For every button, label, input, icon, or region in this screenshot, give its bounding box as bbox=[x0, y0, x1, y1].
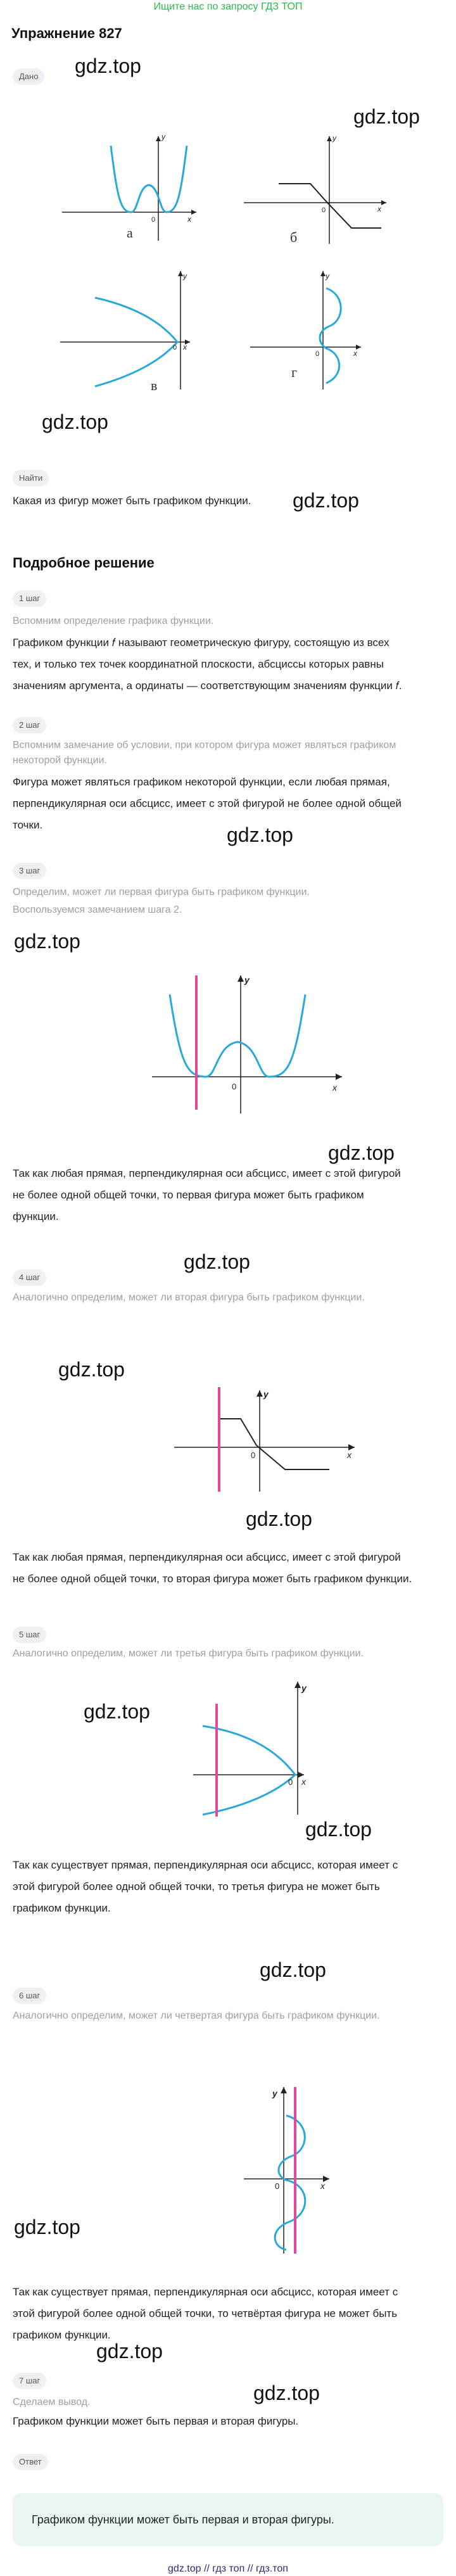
y-axis-arrow-icon bbox=[281, 2087, 287, 2093]
origin-label: 0 bbox=[151, 216, 156, 224]
origin-label: 0 bbox=[232, 1082, 237, 1091]
figure-label-a: а bbox=[127, 225, 133, 241]
step-text-line: этой фигурой более одной общей точки, то третья фигура не может быть bbox=[13, 1881, 380, 1893]
y-label: y bbox=[326, 272, 329, 281]
origin-label: 0 bbox=[251, 1450, 256, 1460]
step-text-line: Фигура может являться графиком некоторой функции, если любая прямая, bbox=[13, 776, 390, 788]
origin-label: 0 bbox=[322, 206, 326, 214]
x-label: x bbox=[187, 215, 191, 224]
x-label: x bbox=[377, 205, 381, 213]
step-intro: Аналогично определим, может ли вторая фигура быть графиком функции. bbox=[13, 1292, 365, 1303]
watermark: gdz.top bbox=[353, 105, 420, 128]
figure-b bbox=[241, 127, 386, 247]
watermark: gdz.top bbox=[246, 1507, 312, 1530]
watermark: gdz.top bbox=[75, 54, 141, 77]
step3-figure bbox=[146, 969, 355, 1115]
find-pill: Найти bbox=[13, 470, 49, 486]
step-intro: Определим, может ли первая фигура быть графиком функции. bbox=[13, 887, 310, 898]
page-title: Упражнение 827 bbox=[11, 25, 122, 41]
step-text-line: точки. bbox=[13, 819, 43, 831]
step-text-line: функции. bbox=[13, 1210, 59, 1222]
y-label: y bbox=[162, 132, 165, 141]
answer-pill: Ответ bbox=[13, 2454, 48, 2470]
step-text-line: Так как любая прямая, перпендикулярная оси абсцисс, имеет с этой фигурой bbox=[13, 1167, 401, 1179]
x-label: x bbox=[332, 1082, 337, 1093]
step-intro: Вспомним определение графика функции. bbox=[13, 616, 214, 626]
origin-label: 0 bbox=[288, 1777, 293, 1787]
y-label: y bbox=[263, 1389, 269, 1399]
step4-figure bbox=[171, 1387, 361, 1495]
figure-label-c: в bbox=[151, 378, 158, 393]
watermark: gdz.top bbox=[227, 823, 293, 846]
step-text-line: перпендикулярная оси абсцисс, имеет с этой фигурой не более одной общей bbox=[13, 797, 402, 809]
y-axis-arrow-icon bbox=[178, 271, 183, 276]
y-label: y bbox=[332, 134, 336, 143]
step-text-line: не более одной общей точки, то первая фигура может быть графиком bbox=[13, 1189, 364, 1201]
x-axis-arrow-icon bbox=[191, 210, 196, 215]
watermark: gdz.top bbox=[84, 1700, 150, 1723]
step-pill: 2 шаг bbox=[13, 717, 46, 733]
step-pill: 4 шаг bbox=[13, 1269, 46, 1286]
watermark: gdz.top bbox=[253, 2382, 320, 2404]
answer-box: Графиком функции может быть первая и вторая фигуры. bbox=[13, 2493, 443, 2546]
watermark: gdz.top bbox=[293, 489, 359, 512]
footer-links[interactable]: gdz.top // гдз топ // гдз.топ bbox=[168, 2563, 288, 2574]
origin-label: 0 bbox=[173, 344, 177, 352]
figure-d bbox=[247, 266, 374, 393]
y-axis-arrow-icon bbox=[156, 136, 161, 141]
figure-label-b: б bbox=[290, 229, 298, 245]
step-pill: 1 шаг bbox=[13, 590, 46, 607]
step6-figure bbox=[241, 2084, 336, 2255]
y-axis-arrow-icon bbox=[256, 1390, 263, 1397]
watermark: gdz.top bbox=[184, 1250, 250, 1273]
step-intro: Вспомним замечание об условии, при котором фигура может являться графиком bbox=[13, 740, 396, 751]
y-label: y bbox=[301, 1683, 307, 1693]
watermark: gdz.top bbox=[58, 1358, 125, 1381]
x-label: x bbox=[320, 2181, 325, 2191]
step-text-line: Графиком функции может быть первая и вторая фигуры. bbox=[13, 2415, 299, 2427]
watermark: gdz.top bbox=[96, 2340, 163, 2363]
x-label: x bbox=[353, 349, 357, 358]
y-axis-arrow-icon bbox=[294, 1682, 301, 1688]
figure-c bbox=[57, 266, 203, 393]
step-intro: Аналогично определим, может ли четвертая фигура быть графиком функции. bbox=[13, 2010, 380, 2021]
x-axis-arrow-icon bbox=[381, 200, 386, 205]
step-text-line: графиком функции. bbox=[13, 2329, 111, 2341]
x-label: x bbox=[347, 1450, 352, 1460]
watermark: gdz.top bbox=[42, 410, 108, 433]
curve-a bbox=[170, 994, 305, 1077]
step-intro: Аналогично определим, может ли третья фигура быть графиком функции. bbox=[13, 1648, 364, 1659]
step5-figure bbox=[190, 1678, 317, 1818]
step-intro: Воспользуемся замечанием шага 2. bbox=[13, 904, 182, 915]
y-axis-arrow-icon bbox=[320, 271, 326, 276]
watermark: gdz.top bbox=[328, 1141, 395, 1164]
x-axis-arrow-icon bbox=[336, 1074, 342, 1080]
step-intro: Сделаем вывод. bbox=[13, 2397, 91, 2408]
figure-a bbox=[57, 127, 203, 247]
watermark: gdz.top bbox=[305, 1818, 372, 1841]
y-axis-arrow-icon bbox=[327, 136, 332, 141]
step-text-line: Так как существует прямая, перпендикулярная оси абсцисс, которая имеет с bbox=[13, 1859, 398, 1871]
step-text-line: Графиком функции 𝑓 называют геометрическую фигуру, состоящую из всех bbox=[13, 637, 390, 649]
step-text-line: значениям аргумента, а ординаты — соответствующим значениям функции 𝑓. bbox=[13, 680, 402, 692]
step-pill: 3 шаг bbox=[13, 863, 46, 879]
origin-label: 0 bbox=[275, 2181, 280, 2191]
top-banner[interactable]: Ищите нас по запросу ГДЗ ТОП bbox=[153, 1, 303, 12]
curve-b bbox=[218, 1419, 329, 1469]
curve-b bbox=[279, 184, 381, 228]
given-pill: Дано bbox=[13, 68, 44, 85]
watermark: gdz.top bbox=[14, 930, 80, 953]
curve-a bbox=[111, 146, 187, 212]
step-intro: некоторой функции. bbox=[13, 755, 107, 766]
y-axis-arrow-icon bbox=[238, 975, 244, 982]
step-text-line: графиком функции. bbox=[13, 1902, 111, 1914]
step-text-line: Так как существует прямая, перпендикулярная оси абсцисс, которая имеет с bbox=[13, 2286, 398, 2298]
y-label: y bbox=[183, 272, 187, 281]
curve-d bbox=[275, 2116, 305, 2250]
x-label: x bbox=[301, 1777, 306, 1787]
x-label: x bbox=[183, 343, 187, 352]
watermark: gdz.top bbox=[14, 2216, 80, 2238]
solution-heading: Подробное решение bbox=[13, 555, 155, 571]
step-pill: 5 шаг bbox=[13, 1627, 46, 1643]
watermark: gdz.top bbox=[260, 1958, 326, 1981]
find-text: Какая из фигур может быть графиком функции. bbox=[13, 495, 251, 507]
step-pill: 7 шаг bbox=[13, 2373, 46, 2389]
y-label: y bbox=[244, 975, 250, 985]
figure-label-d: г bbox=[291, 364, 298, 380]
step-text-line: тех, и только тех точек координатной плоскости, абсциссы которых равны bbox=[13, 658, 384, 670]
step-text-line: Так как любая прямая, перпендикулярная оси абсцисс, имеет с этой фигурой bbox=[13, 1551, 401, 1563]
step-text-line: не более одной общей точки, то вторая фигура может быть графиком функции. bbox=[13, 1573, 412, 1585]
step-text-line: этой фигурой более одной общей точки, то четвёртая фигура не может быть bbox=[13, 2307, 398, 2319]
y-label: y bbox=[272, 2088, 277, 2098]
origin-label: 0 bbox=[315, 350, 320, 358]
step-pill: 6 шаг bbox=[13, 1988, 46, 2004]
